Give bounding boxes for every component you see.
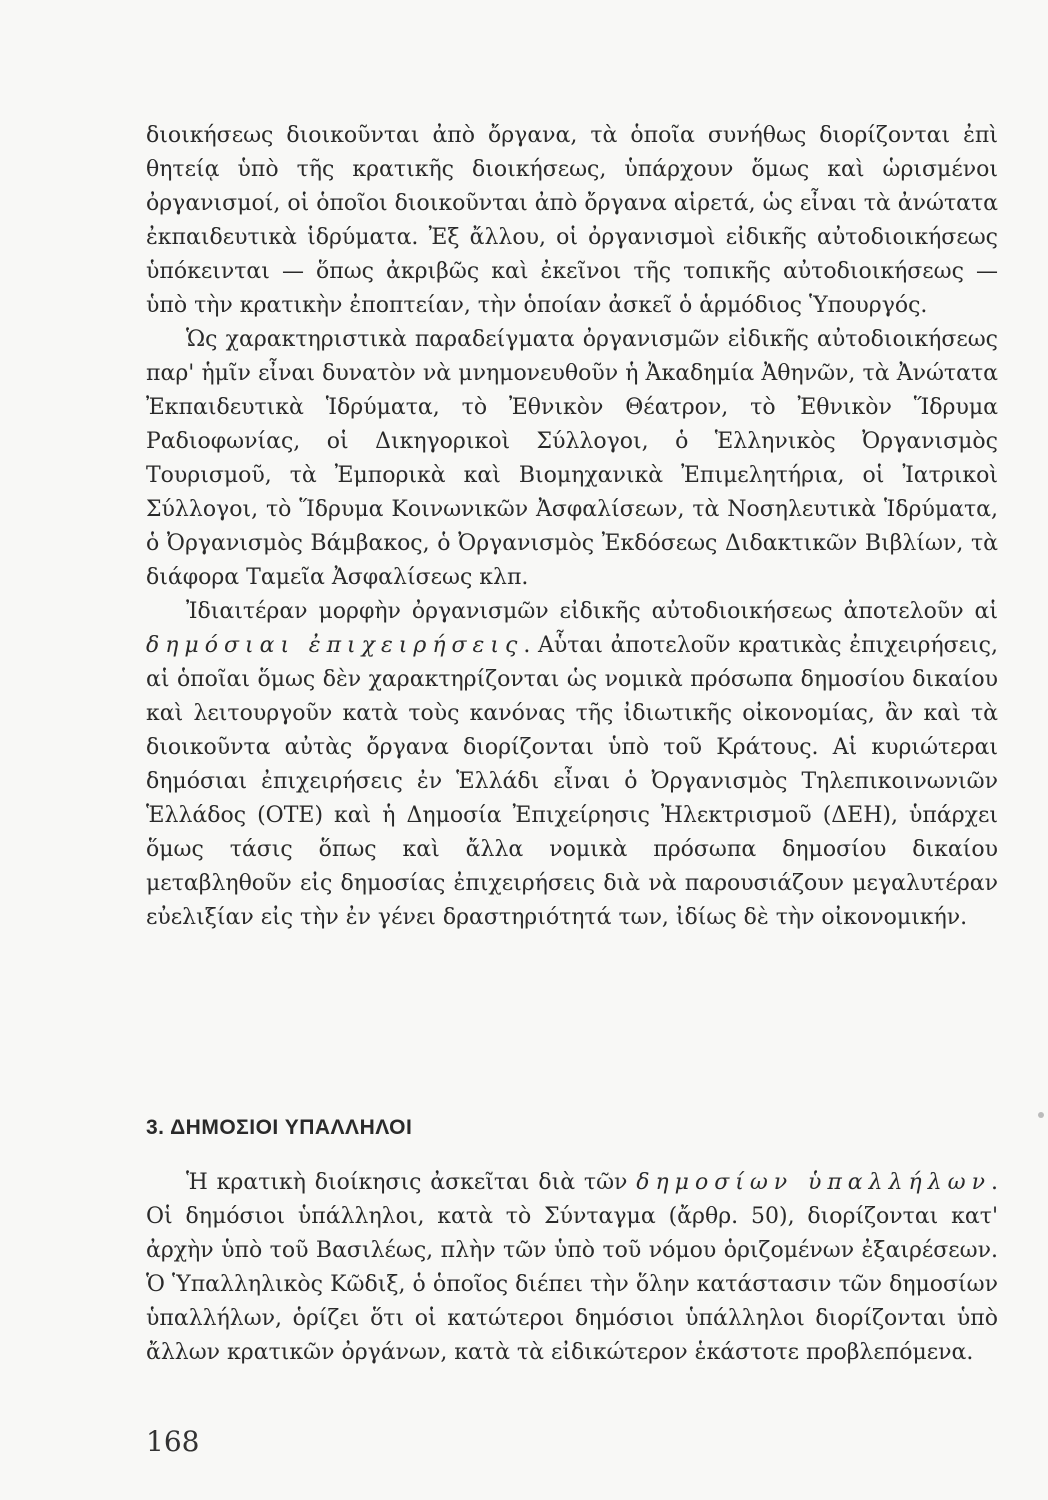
paragraph-4	[146, 1166, 998, 1370]
paragraph-3-text-a: Ἰδιαιτέραν μορφὴν ὀργανισμῶν εἰδικῆς αὐτοδιοικήσεως ἀποτελοῦν αἱ	[186, 599, 998, 624]
emphasis-public-enterprises: δημόσιαι ἐπιχειρήσεις	[146, 633, 524, 658]
paragraph-3	[146, 595, 998, 935]
main-text-block	[146, 119, 998, 935]
page-number: 168	[146, 1425, 200, 1458]
paragraph-4-text-a: Ἡ κρατικὴ διοίκησις ἀσκεῖται διὰ τῶν	[186, 1170, 637, 1195]
section-text-block	[146, 1166, 998, 1370]
emphasis-public-servants: δημοσίων ὑπαλλήλων	[636, 1170, 991, 1195]
paragraph-3-text-b: . Αὗται ἀποτελοῦν κρατικὰς ἐπιχειρήσεις, αἱ ὁποῖαι ὅμως δὲν χαρακτηρίζονται ὡς νομικὰ πρόσωπα δημοσίου δικαίου καὶ λειτουργοῦν κατὰ τοὺς κανόνας τῆς ἰδιωτικῆς οἰκονομίας, ἂν καὶ τὰ διοικοῦντα αὐτὰς ὄργανα διορίζονται ὑπὸ τοῦ Κράτους. Αἱ κυριώτεραι δημόσιαι ἐπιχειρήσεις ἐν Ἑλλάδι εἶναι ὁ Ὀργανισμὸς Τηλεπικοινωνιῶν Ἑλλάδος (ΟΤΕ) καὶ ἡ Δημοσία Ἐπιχείρησις Ἠλεκτρισμοῦ (ΔΕΗ), ὑπάρχει ὅμως τάσις ὅπως καὶ ἄλλα νομικὰ πρόσωπα δημοσίου δικαίου μεταβληθοῦν εἰς δημοσίας ἐπιχειρήσεις διὰ νὰ παρουσιάζουν μεγαλυτέραν εὐελιξίαν εἰς τὴν ἐν γένει δραστηριότητά των, ἰδίως δὲ τὴν οἰκονομικήν.	[146, 633, 998, 930]
paragraph-2	[146, 323, 998, 595]
paper-speck	[1038, 1112, 1044, 1118]
paragraph-1	[146, 119, 998, 323]
paragraph-2-text: Ὡς χαρακτηριστικὰ παραδείγματα ὀργανισμῶν εἰδικῆς αὐτοδιοικήσεως παρ' ἡμῖν εἶναι δυνατὸν νὰ μνημονευθοῦν ἡ Ἀκαδημία Ἀθηνῶν, τὰ Ἀνώτατα Ἐκπαιδευτικὰ Ἱδρύματα, τὸ Ἐθνικὸν Θέατρον, τὸ Ἐθνικὸν Ἵδρυμα Ραδιοφωνίας, οἱ Δικηγορικοὶ Σύλλογοι, ὁ Ἑλληνικὸς Ὀργανισμὸς Τουρισμοῦ, τὰ Ἐμπορικὰ καὶ Βιομηχανικὰ Ἐπιμελητήρια, οἱ Ἰατρικοὶ Σύλλογοι, τὸ Ἵδρυμα Κοινωνικῶν Ἀσφαλίσεων, τὰ Νοσηλευτικὰ Ἱδρύματα, ὁ Ὀργανισμὸς Βάμβακος, ὁ Ὀργανισμὸς Ἐκδόσεως Διδακτικῶν Βιβλίων, τὰ διάφορα Ταμεῖα Ἀσφαλίσεως κλπ.	[146, 327, 998, 590]
paragraph-4-text-b: . Οἱ δημόσιοι ὑπάλληλοι, κατὰ τὸ Σύνταγμα (ἄρθρ. 50), διορίζονται κατ' ἀρχὴν ὑπὸ τοῦ Βασιλέως, πλὴν τῶν ὑπὸ τοῦ νόμου ὁριζομένων ἐξαιρέσεων. Ὁ Ὑπαλληλικὸς Κῶδιξ, ὁ ὁποῖος διέπει τὴν ὅλην κατάστασιν τῶν δημοσίων ὑπαλλήλων, ὁρίζει ὅτι οἱ κατώτεροι δημόσιοι ὑπάλληλοι διορίζονται ὑπὸ ἄλλων κρατικῶν ὀργάνων, κατὰ τὰ εἰδικώτερον ἑκάστοτε προβλεπόμενα.	[146, 1170, 998, 1365]
paragraph-1-text: διοικήσεως διοικοῦνται ἀπὸ ὄργανα, τὰ ὁποῖα συνήθως διορίζονται ἐπὶ θητείᾳ ὑπὸ τῆς κρατικῆς διοικήσεως, ὑπάρχουν ὅμως καὶ ὡρισμένοι ὀργανισμοί, οἱ ὁποῖοι διοικοῦνται ἀπὸ ὄργανα αἱρετά, ὡς εἶναι τὰ ἀνώτατα ἐκπαιδευτικὰ ἱδρύματα. Ἐξ ἄλλου, οἱ ὀργανισμοὶ εἰδικῆς αὐτοδιοικήσεως ὑπόκεινται — ὅπως ἀκριβῶς καὶ ἐκεῖνοι τῆς τοπικῆς αὐτοδιοικήσεως — ὑπὸ τὴν κρατικὴν ἐποπτείαν, τὴν ὁποίαν ἀσκεῖ ὁ ἁρμόδιος Ὑπουργός.	[146, 123, 998, 318]
section-heading: 3. ΔΗΜΟΣΙΟΙ ΥΠΑΛΛΗΛΟΙ	[146, 1116, 413, 1139]
